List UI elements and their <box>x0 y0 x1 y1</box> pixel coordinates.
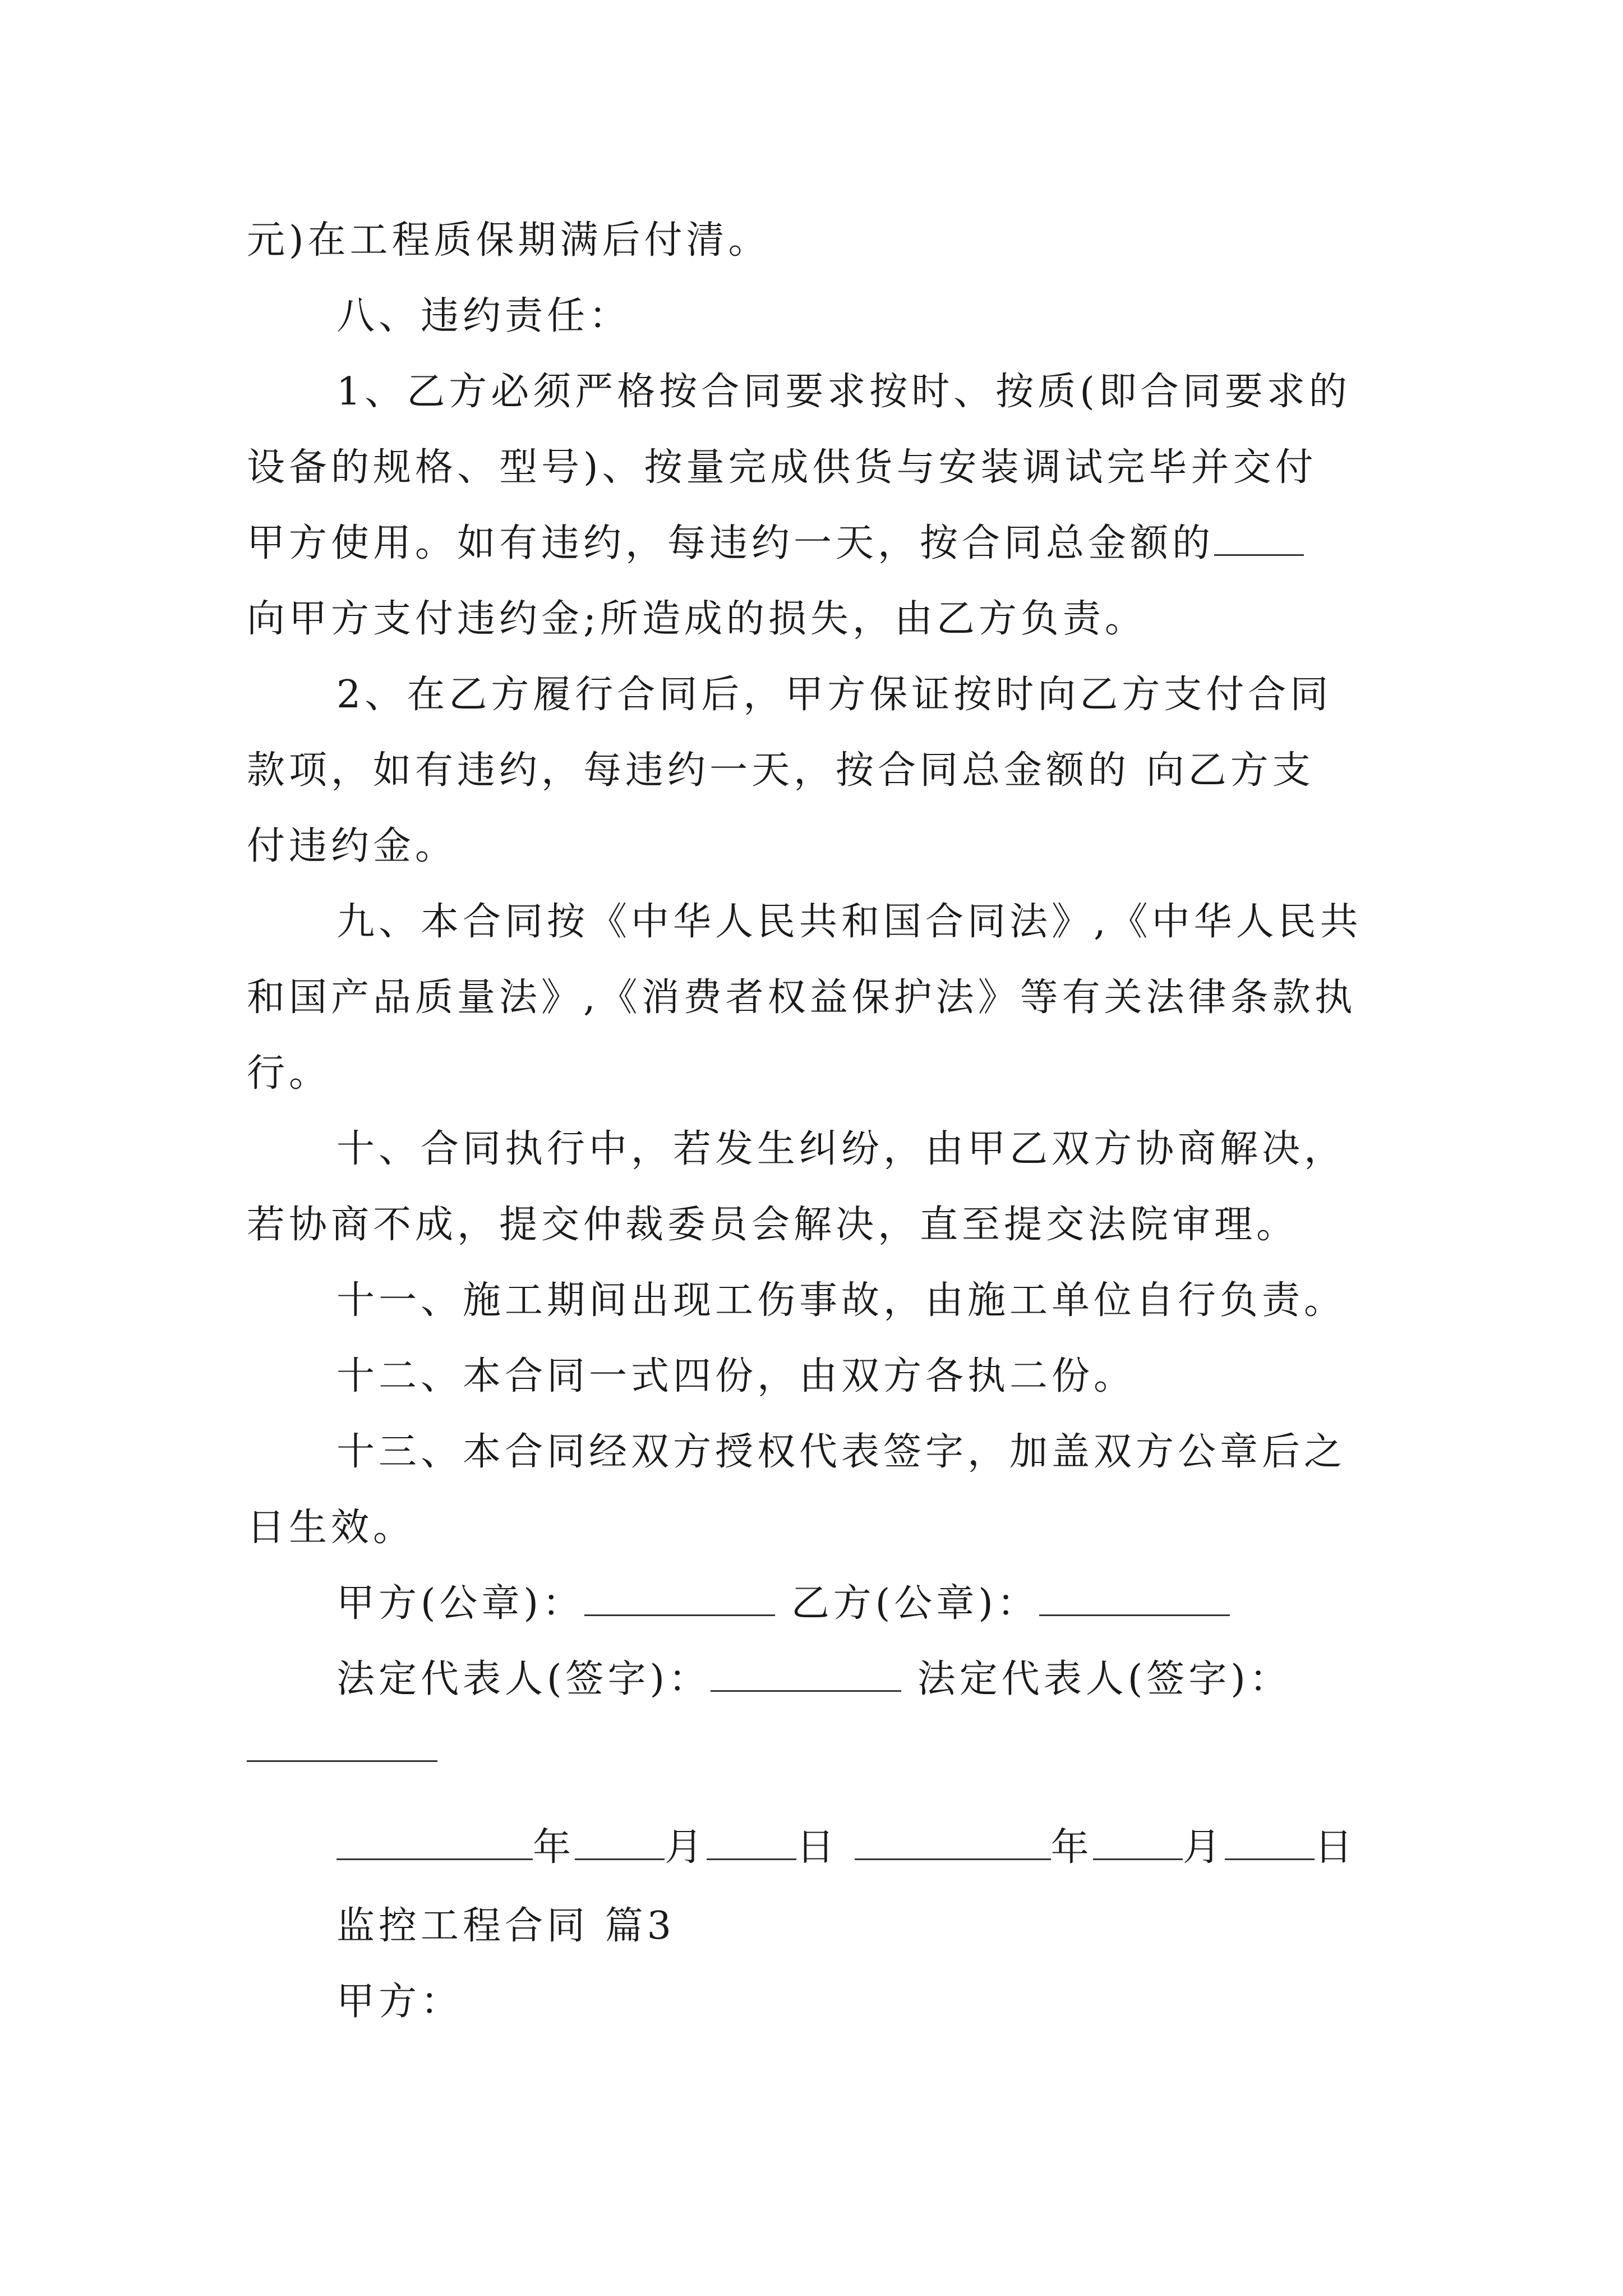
rep-a-label: 法定代表人(签字)： <box>336 1657 711 1701</box>
text-line: 十三、本合同经双方授权代表签字，加盖双方公章后之 <box>336 1430 1347 1474</box>
party-b-seal-blank <box>1039 1610 1230 1616</box>
day-blank <box>1225 1854 1315 1860</box>
party-a-seal-blank <box>584 1610 775 1616</box>
day-label: 日 <box>1314 1825 1357 1870</box>
party-a-seal-label: 甲方(公章)： <box>336 1581 585 1626</box>
month-blank <box>1093 1854 1183 1860</box>
party-a-label: 甲方： <box>336 1980 463 2024</box>
month-label: 月 <box>1182 1825 1225 1870</box>
party-b-seal-label: 乙方(公章)： <box>791 1581 1039 1626</box>
rep-b-blank <box>247 1756 437 1762</box>
date-row <box>336 1825 1357 1870</box>
rep-b-label: 法定代表人(签字)： <box>917 1657 1292 1701</box>
year-blank <box>336 1854 533 1860</box>
text-line: 向甲方支付违约金;所造成的损失，由乙方负责。 <box>247 597 1147 641</box>
day-blank <box>707 1854 796 1860</box>
text-line: 九、本合同按《中华人民共和国合同法》,《中华人民共 <box>336 900 1362 944</box>
signature-rep-row <box>336 1657 1292 1701</box>
text-line: 1、乙方必须严格按合同要求按时、按质(即合同要求的 <box>336 370 1351 414</box>
text-line: 行。 <box>247 1051 331 1096</box>
text-line: 若协商不成，提交仲裁委员会解决，直至提交法院审理。 <box>247 1203 1299 1247</box>
text-line: 设备的规格、型号)、按量完成供货与安装调试完毕并交付 <box>247 445 1317 490</box>
text-line: 十一、施工期间出现工伤事故，由施工单位自行负责。 <box>336 1278 1347 1323</box>
text-line: 款项，如有违约，每违约一天，按合同总金额的 向乙方支 <box>247 748 1315 793</box>
signature-rep-b-row <box>247 1731 437 1769</box>
year-label: 年 <box>1050 1825 1093 1870</box>
text-line: 付违约金。 <box>247 824 458 868</box>
rep-a-blank <box>711 1686 901 1692</box>
year-label: 年 <box>533 1825 575 1870</box>
month-label: 月 <box>665 1825 707 1870</box>
day-label: 日 <box>796 1825 839 1870</box>
text-line: 日生效。 <box>247 1506 416 1550</box>
fill-blank <box>1214 550 1304 556</box>
text-line: 2、在乙方履行合同后，甲方保证按时向乙方支付合同 <box>336 673 1332 717</box>
text-line-content: 甲方使用。如有违约，每违约一天，按合同总金额的 <box>247 521 1215 565</box>
section-heading-breach: 八、违约责任： <box>336 294 631 338</box>
month-blank <box>575 1854 665 1860</box>
text-line <box>247 521 1304 565</box>
text-line: 十二、本合同一式四份，由双方各执二份。 <box>336 1354 1136 1398</box>
year-blank <box>855 1854 1051 1860</box>
text-line: 元)在工程质保期满后付清。 <box>247 218 771 263</box>
section-title: 监控工程合同 篇3 <box>336 1904 675 1948</box>
signature-seal-row <box>336 1581 1230 1626</box>
text-line: 和国产品质量法》,《消费者权益保护法》等有关法律条款执 <box>247 976 1357 1020</box>
text-line: 十、合同执行中，若发生纠纷，由甲乙双方协商解决， <box>336 1127 1347 1171</box>
